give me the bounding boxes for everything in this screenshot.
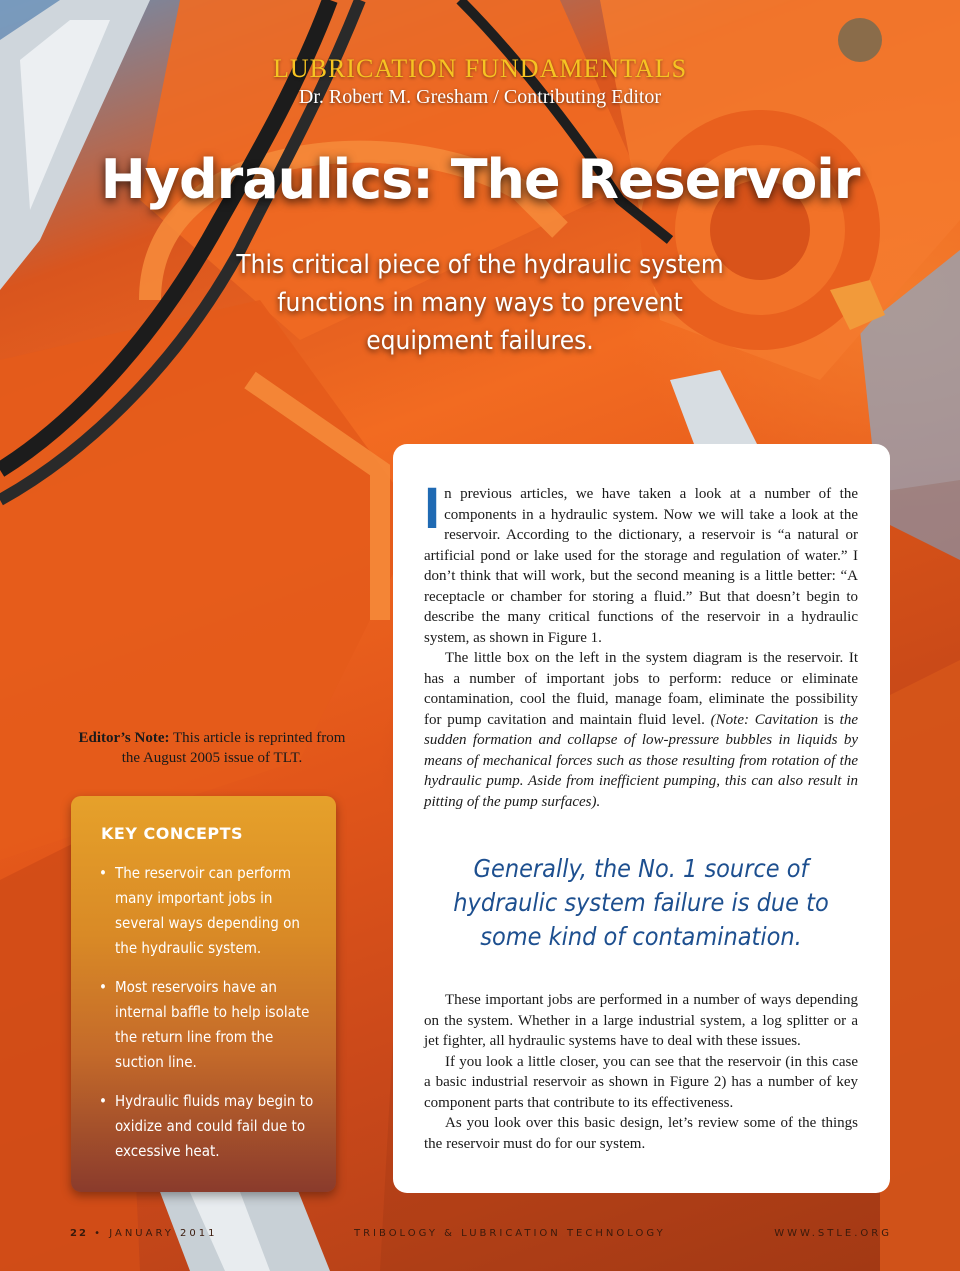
website-link[interactable]: WWW.STLE.ORG [774,1228,892,1239]
key-concept-item: • Most reservoirs have an internal baffle to help isolate the return line from the suction line. [99,975,314,1075]
issue-date: JANUARY 2011 [109,1228,218,1239]
key-concepts-heading: KEY CONCEPTS [101,824,244,843]
editor-note-label: Editor’s Note: [78,730,170,746]
cavitation-note-label: (Note: Cavitation [710,711,819,728]
key-concepts-box [71,796,336,1192]
article-paragraph: If you look a little closer, you can see that the reservoir (in this case a basic industrial reservoir as shown in Figure 2) has a number of key component parts that contribute to its effectiveness. [424,1053,858,1111]
article-paragraph [424,476,858,648]
article-paragraph [424,648,858,812]
paragraph-text: The little box on the left in the system diagram is the reservoir. It has a number of important jobs to perform: reduce or eliminate contamination, cool the fluid, manage foam, eliminate the possibility for pump cavitation and maintain fluid level. [424,650,858,728]
page-title: Hydraulics: The Reservoir [100,148,860,211]
key-concept-item: • The reservoir can perform many important jobs in several ways depending on the hydraulic system. [99,861,314,961]
editor-note [76,728,348,768]
pull-quote: Generally, the No. 1 source of hydraulic system failure is due to some kind of contamination. [453,854,829,951]
article-deck: This critical piece of the hydraulic system functions in many ways to prevent equipment failures. [236,250,724,356]
publication-name: TRIBOLOGY & LUBRICATION TECHNOLOGY [354,1228,666,1239]
key-concepts-list [99,861,314,1164]
page-footer [70,1228,892,1244]
page-number: 22 [70,1228,88,1239]
byline: Dr. Robert M. Gresham / Contributing Editor [298,86,662,108]
article-paragraph: As you look over this basic design, let’s review some of the things the reservoir must do for our system. [424,1115,858,1152]
key-concept-item: • Hydraulic fluids may begin to oxidize and could fail due to excessive heat. [99,1089,314,1164]
footer-bullet: • [94,1228,104,1239]
article-body [393,444,890,1193]
drop-cap: I [424,476,441,541]
department-label: LUBRICATION FUNDAMENTALS [272,54,688,83]
article-paragraph: These important jobs are performed in a number of ways depending on the system. Whether in a large industrial system, a log splitter or a jet fighter, all hydraulic systems have to deal with these issues. [424,992,858,1049]
editor-note-text: This article is reprinted from the August 2005 issue of TLT. [121,730,346,766]
footer-issue [70,1228,218,1239]
paragraph-text: n previous articles, we have taken a look at a number of the components in a hydraulic system. Now we will take a look at the reservoir. According to the dictionary, a reservoir is “a natural or artificial pond or lake used for the storage and regulation of water.” I don’t think that will work, but the second meaning is a little better: “A receptacle or chamber for storing a fluid.” But that doesn’t begin to describe the many critical functions of the reservoir in a hydraulic system, as shown in Figure 1. [424,486,858,646]
cavitation-note: the sudden formation and collapse of low-pressure bubbles in liquids by means of mechanical forces such as those resulting from rotation of the hydraulic pump. Aside from inefficient pumping, this can also result in pitting of the pump surfaces). [424,711,858,810]
cavitation-note-is: is [823,711,834,728]
